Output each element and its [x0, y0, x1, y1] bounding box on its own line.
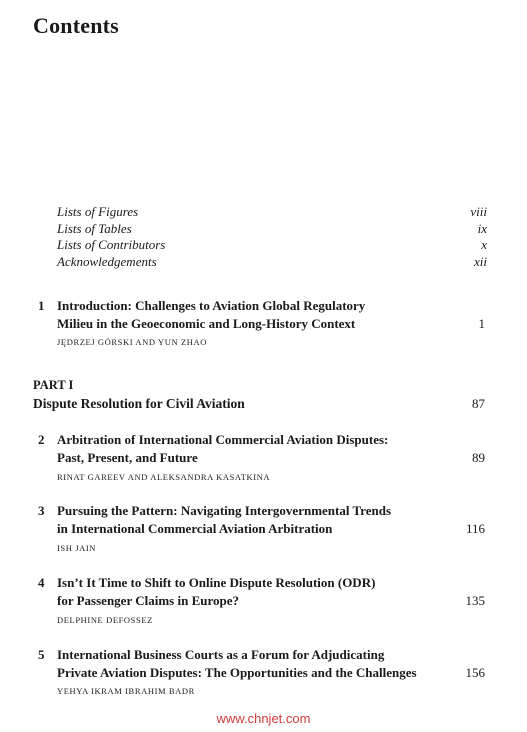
- chapter-title-line: Past, Present, and Future: [57, 450, 198, 465]
- front-matter-page: x: [481, 237, 487, 252]
- front-matter-item[interactable]: [57, 237, 487, 254]
- chapter-title-line: Pursuing the Pattern: Navigating Intergovernmental Trends: [57, 503, 392, 518]
- chapter-title-line: Introduction: Challenges to Aviation Global Regulatory: [57, 298, 366, 313]
- chapter-title-line: Isn’t It Time to Shift to Online Dispute Resolution (ODR): [57, 575, 376, 590]
- chapter-title-line: Private Aviation Disputes: The Opportunities and the Challenges: [57, 665, 417, 680]
- front-matter-label: Acknowledgements: [57, 254, 157, 269]
- page-title: Contents: [33, 13, 119, 38]
- chapter-page: 1: [478, 316, 485, 331]
- front-matter-item[interactable]: [57, 221, 487, 238]
- chapter-author: RINAT GAREEV AND ALEKSANDRA KASATKINA: [57, 472, 271, 482]
- chapter-page: 156: [465, 665, 485, 680]
- part-page: 87: [472, 396, 485, 411]
- front-matter-label: Lists of Tables: [57, 221, 132, 236]
- chapter-title-line: Milieu in the Geoeconomic and Long-History Context: [57, 316, 356, 331]
- front-matter-page: xii: [474, 254, 487, 269]
- part-label: PART I: [33, 378, 74, 392]
- chapter-title-line: Arbitration of International Commercial Aviation Disputes:: [57, 432, 389, 447]
- chapter-title-line: International Business Courts as a Forum for Adjudicating: [57, 647, 385, 662]
- front-matter-label: Lists of Contributors: [57, 237, 166, 252]
- chapter-title-line: for Passenger Claims in Europe?: [57, 593, 240, 608]
- chapter-author: JĘDRZEJ GÓRSKI AND YUN ZHAO: [57, 337, 207, 347]
- chapter-number: 3: [38, 503, 45, 518]
- watermark-text: www.chnjet.com: [216, 711, 311, 726]
- chapter-author: DELPHINE DEFOSSEZ: [57, 615, 153, 625]
- front-matter-page: viii: [470, 204, 487, 219]
- chapter-number: 4: [38, 575, 45, 590]
- chapter-page: 135: [465, 593, 485, 608]
- front-matter-page: ix: [477, 221, 487, 236]
- chapter-number: 1: [38, 298, 45, 313]
- chapter-number: 2: [38, 432, 45, 447]
- chapter-author: YEHYA IKRAM IBRAHIM BADR: [57, 686, 195, 696]
- front-matter-item[interactable]: [57, 204, 487, 221]
- chapter-title-line: in International Commercial Aviation Arbitration: [57, 521, 333, 536]
- front-matter-item[interactable]: [57, 254, 487, 271]
- chapter-page: 89: [472, 450, 485, 465]
- front-matter-label: Lists of Figures: [57, 204, 139, 219]
- chapter-author: ISH JAIN: [57, 543, 97, 553]
- chapter-number: 5: [38, 647, 45, 662]
- chapter-page: 116: [465, 521, 485, 536]
- part-title: Dispute Resolution for Civil Aviation: [33, 396, 245, 411]
